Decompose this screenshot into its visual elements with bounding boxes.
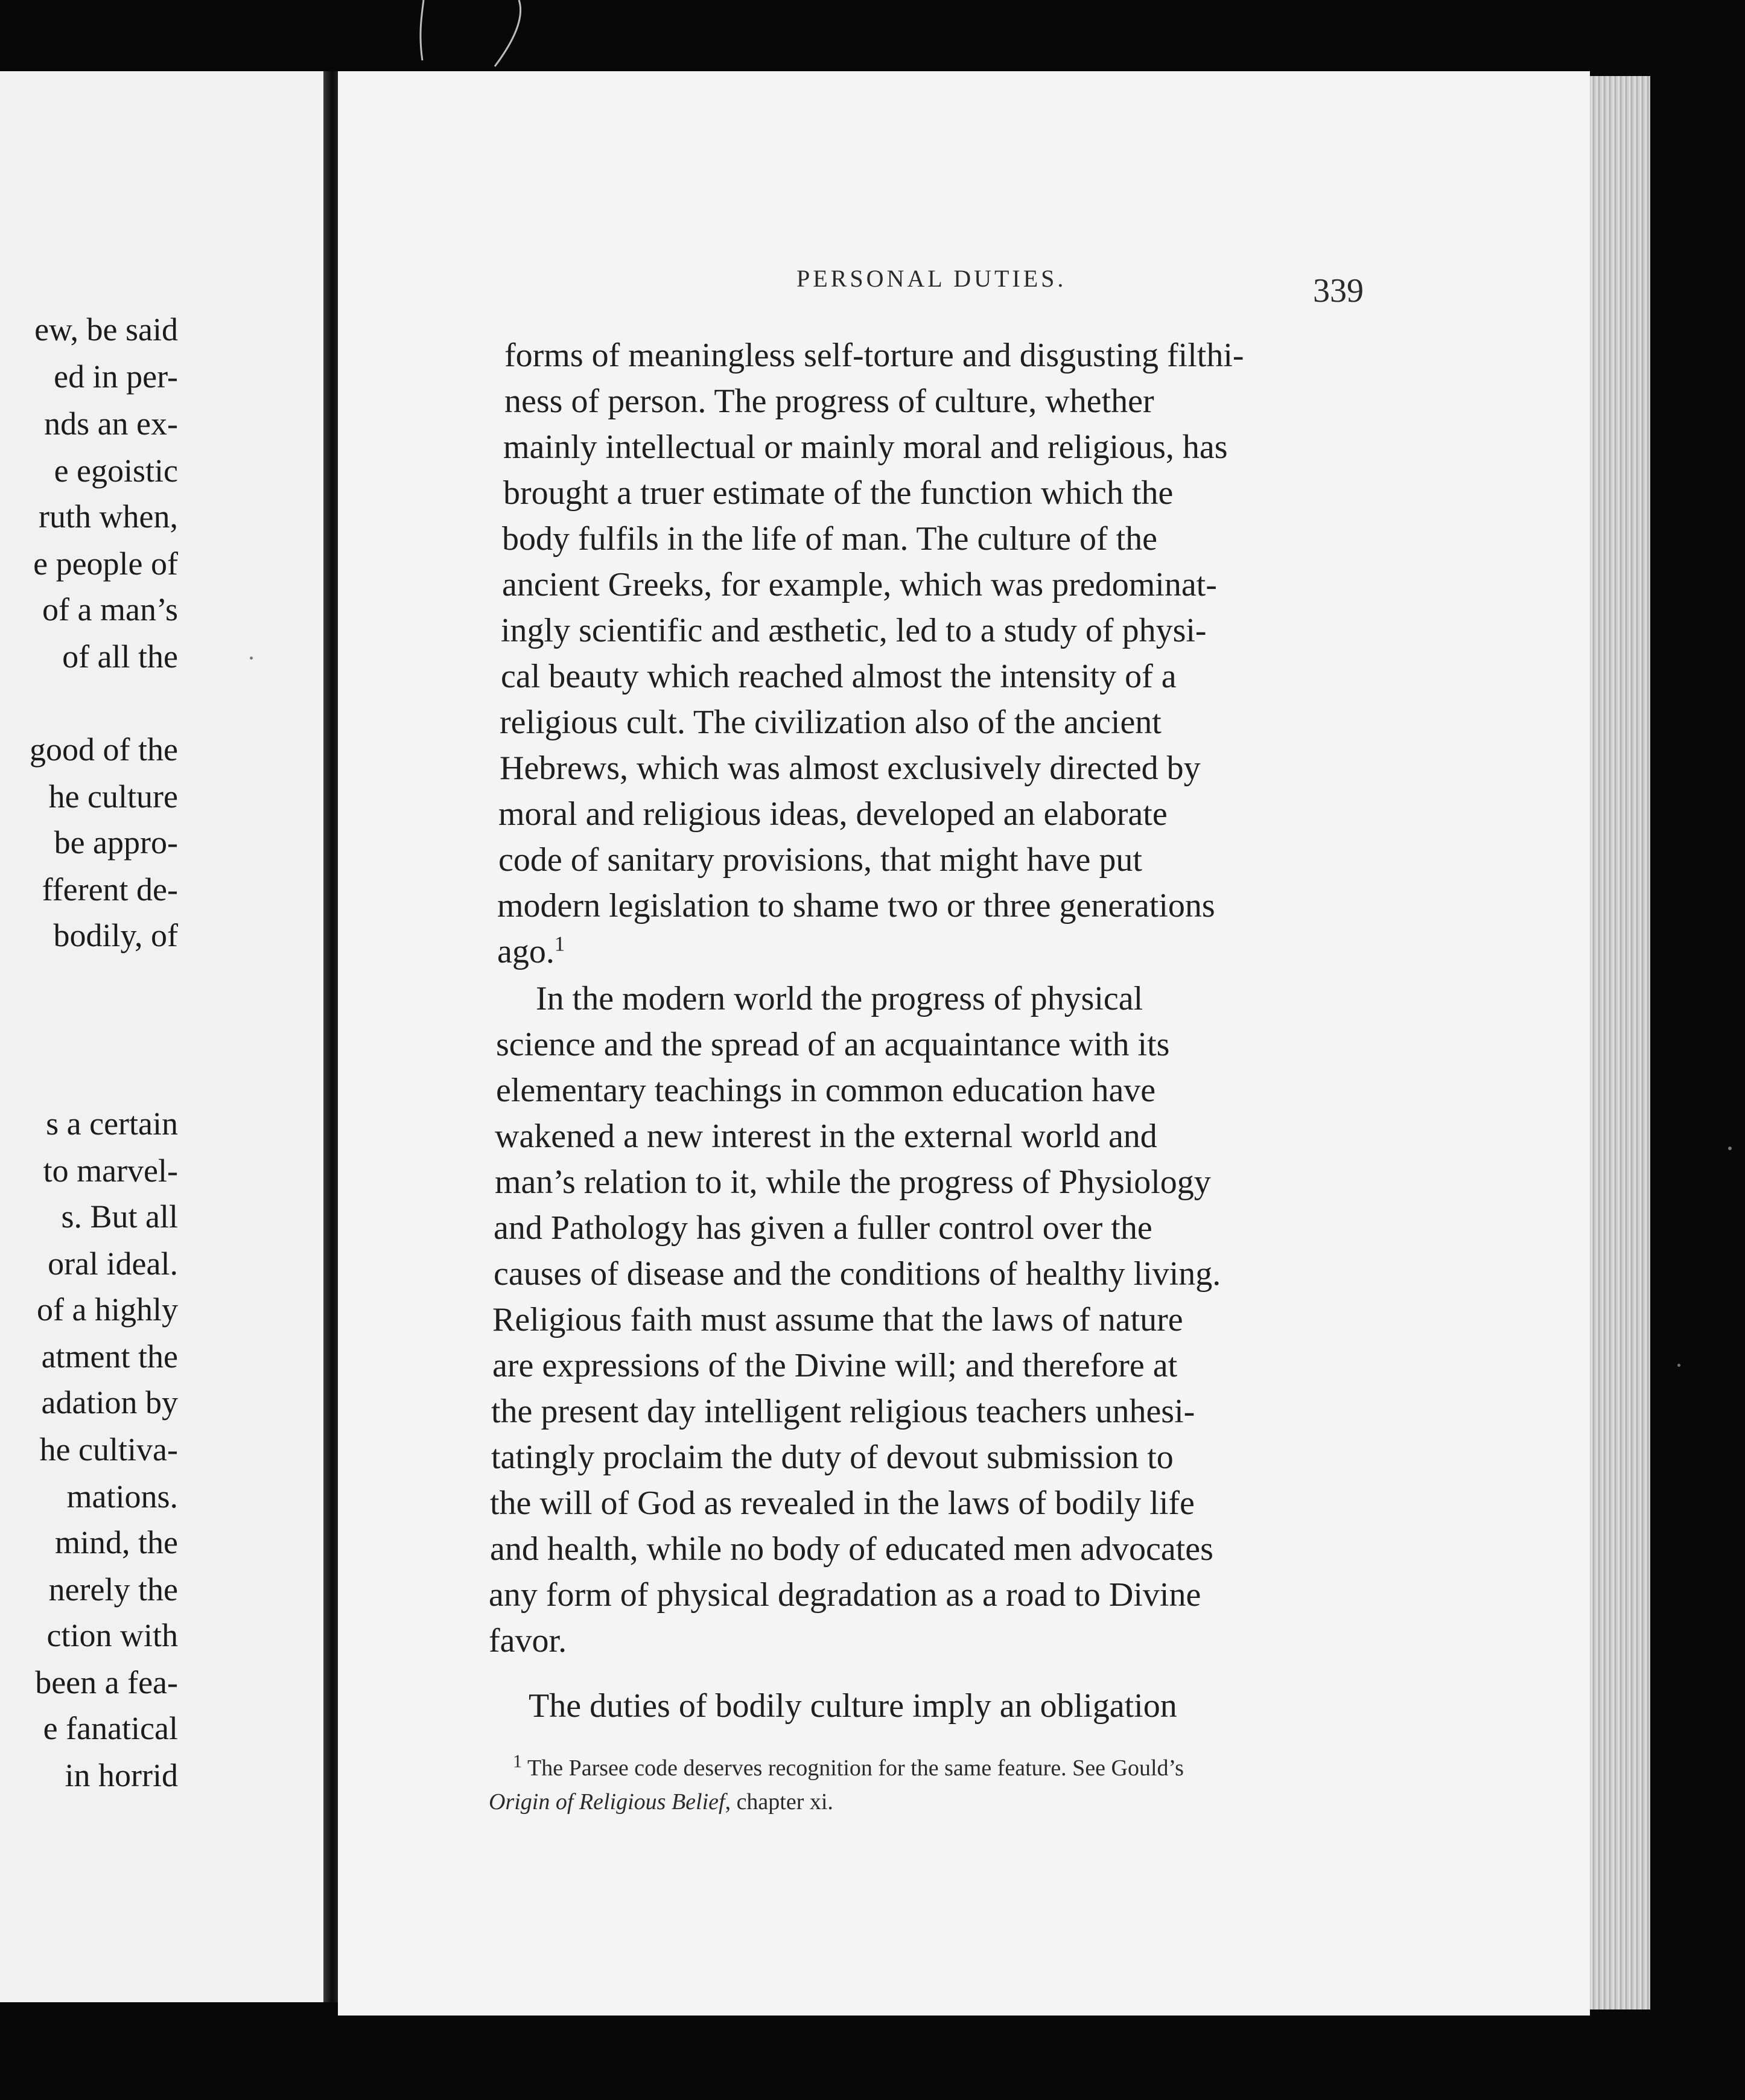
left-page-line: oral ideal. [48, 1246, 178, 1282]
left-page-line: e fanatical [43, 1710, 178, 1746]
body-line: causes of disease and the conditions of healthy living. [494, 1255, 1221, 1293]
left-page-line: of a man’s [42, 591, 178, 628]
body-line: forms of meaningless self-torture and disgusting filthi- [504, 337, 1244, 374]
body-line-text: ago. [497, 933, 555, 970]
left-page-line: to marvel- [43, 1153, 178, 1189]
body-line: brought a truer estimate of the function which the [503, 474, 1174, 512]
left-page-line: nerely the [48, 1571, 178, 1608]
left-page-line: of a highly [37, 1291, 178, 1328]
left-page-line: atment the [41, 1338, 178, 1375]
body-line: code of sanitary provisions, that might have put [498, 841, 1142, 879]
left-page-line: s. But all [61, 1198, 178, 1235]
left-page-line: ew, be said [34, 311, 178, 348]
running-head: PERSONAL DUTIES. [796, 265, 1067, 292]
left-page-line: e people of [33, 546, 178, 582]
footnote-text: The Parsee code deserves recognition for the same feature. See Gould’s [527, 1755, 1184, 1781]
body-line: favor. [489, 1622, 567, 1659]
left-page-line: good of the [30, 731, 178, 768]
footnote-number: 1 [513, 1751, 523, 1772]
left-page-line: nds an ex- [44, 406, 178, 442]
body-line: mainly intellectual or mainly moral and religious, has [503, 428, 1228, 466]
left-page-line: ed in per- [54, 358, 178, 395]
paper-speck [1728, 1147, 1732, 1150]
left-page-line: adation by [41, 1384, 178, 1421]
body-line: the present day intelligent religious teachers unhesi- [491, 1393, 1195, 1430]
footnote-text: , chapter xi. [725, 1789, 833, 1815]
footnote-line [489, 1787, 833, 1816]
left-page-line: fferent de- [42, 871, 178, 908]
body-line: religious cult. The civilization also of the ancient [500, 704, 1162, 741]
body-line: and Pathology has given a fuller control over the [494, 1209, 1152, 1247]
left-page-line: bodily, of [53, 917, 178, 953]
body-line: ingly scientific and æsthetic, led to a study of physi- [501, 612, 1207, 649]
body-line: The duties of bodily culture imply an obligation [529, 1687, 1177, 1725]
body-line: Religious faith must assume that the laws of nature [492, 1301, 1183, 1338]
left-page-line: ction with [46, 1617, 178, 1653]
body-line: moral and religious ideas, developed an elaborate [498, 795, 1168, 833]
left-page-line: ruth when, [39, 498, 178, 535]
body-line: are expressions of the Divine will; and therefore at [492, 1347, 1178, 1384]
body-line: In the modern world the progress of physical [536, 980, 1143, 1017]
left-page-line: mind, the [55, 1524, 178, 1561]
page-number: 339 [1313, 272, 1364, 310]
left-page-line: he culture [48, 778, 178, 815]
left-page-line: of all the [62, 638, 178, 675]
bookmark-ribbon [416, 0, 537, 72]
body-line: modern legislation to shame two or three generations [497, 887, 1215, 924]
left-page-line: he cultiva- [39, 1431, 178, 1468]
body-line: body fulfils in the life of man. The culture of the [502, 520, 1158, 558]
body-line: cal beauty which reached almost the intensity of a [501, 658, 1177, 695]
body-line: Hebrews, which was almost exclusively directed by [500, 749, 1201, 787]
body-line: wakened a new interest in the external world and [495, 1118, 1157, 1155]
left-page [0, 71, 326, 2002]
left-page-line: be appro- [54, 824, 178, 861]
body-line: tatingly proclaim the duty of devout submission to [491, 1439, 1174, 1476]
body-line: science and the spread of an acquaintance with its [496, 1026, 1170, 1063]
footnote-line [513, 1751, 1184, 1783]
footnote-marker: 1 [554, 932, 565, 956]
footnote-book-title: Origin of Religious Belief [489, 1789, 725, 1815]
body-line: and health, while no body of educated men advocates [490, 1530, 1213, 1568]
body-line: any form of physical degradation as a road to Divine [489, 1576, 1201, 1614]
page-edges [1590, 76, 1650, 2009]
body-line: ancient Greeks, for example, which was predominat- [502, 566, 1217, 603]
left-page-line: in horrid [65, 1757, 178, 1793]
left-page-line: e egoistic [54, 453, 178, 489]
left-page-line: been a fea- [35, 1664, 178, 1701]
paper-speck [250, 657, 253, 660]
left-page-line: mations. [66, 1478, 178, 1515]
body-line [497, 932, 565, 972]
body-line: elementary teachings in common education have [496, 1072, 1156, 1109]
body-line: man’s relation to it, while the progress of Physiology [495, 1163, 1211, 1201]
body-line: the will of God as revealed in the laws of bodily life [490, 1484, 1195, 1522]
body-line: ness of person. The progress of culture, whether [504, 383, 1154, 420]
left-page-line: s a certain [46, 1106, 178, 1142]
paper-speck [1677, 1364, 1680, 1367]
